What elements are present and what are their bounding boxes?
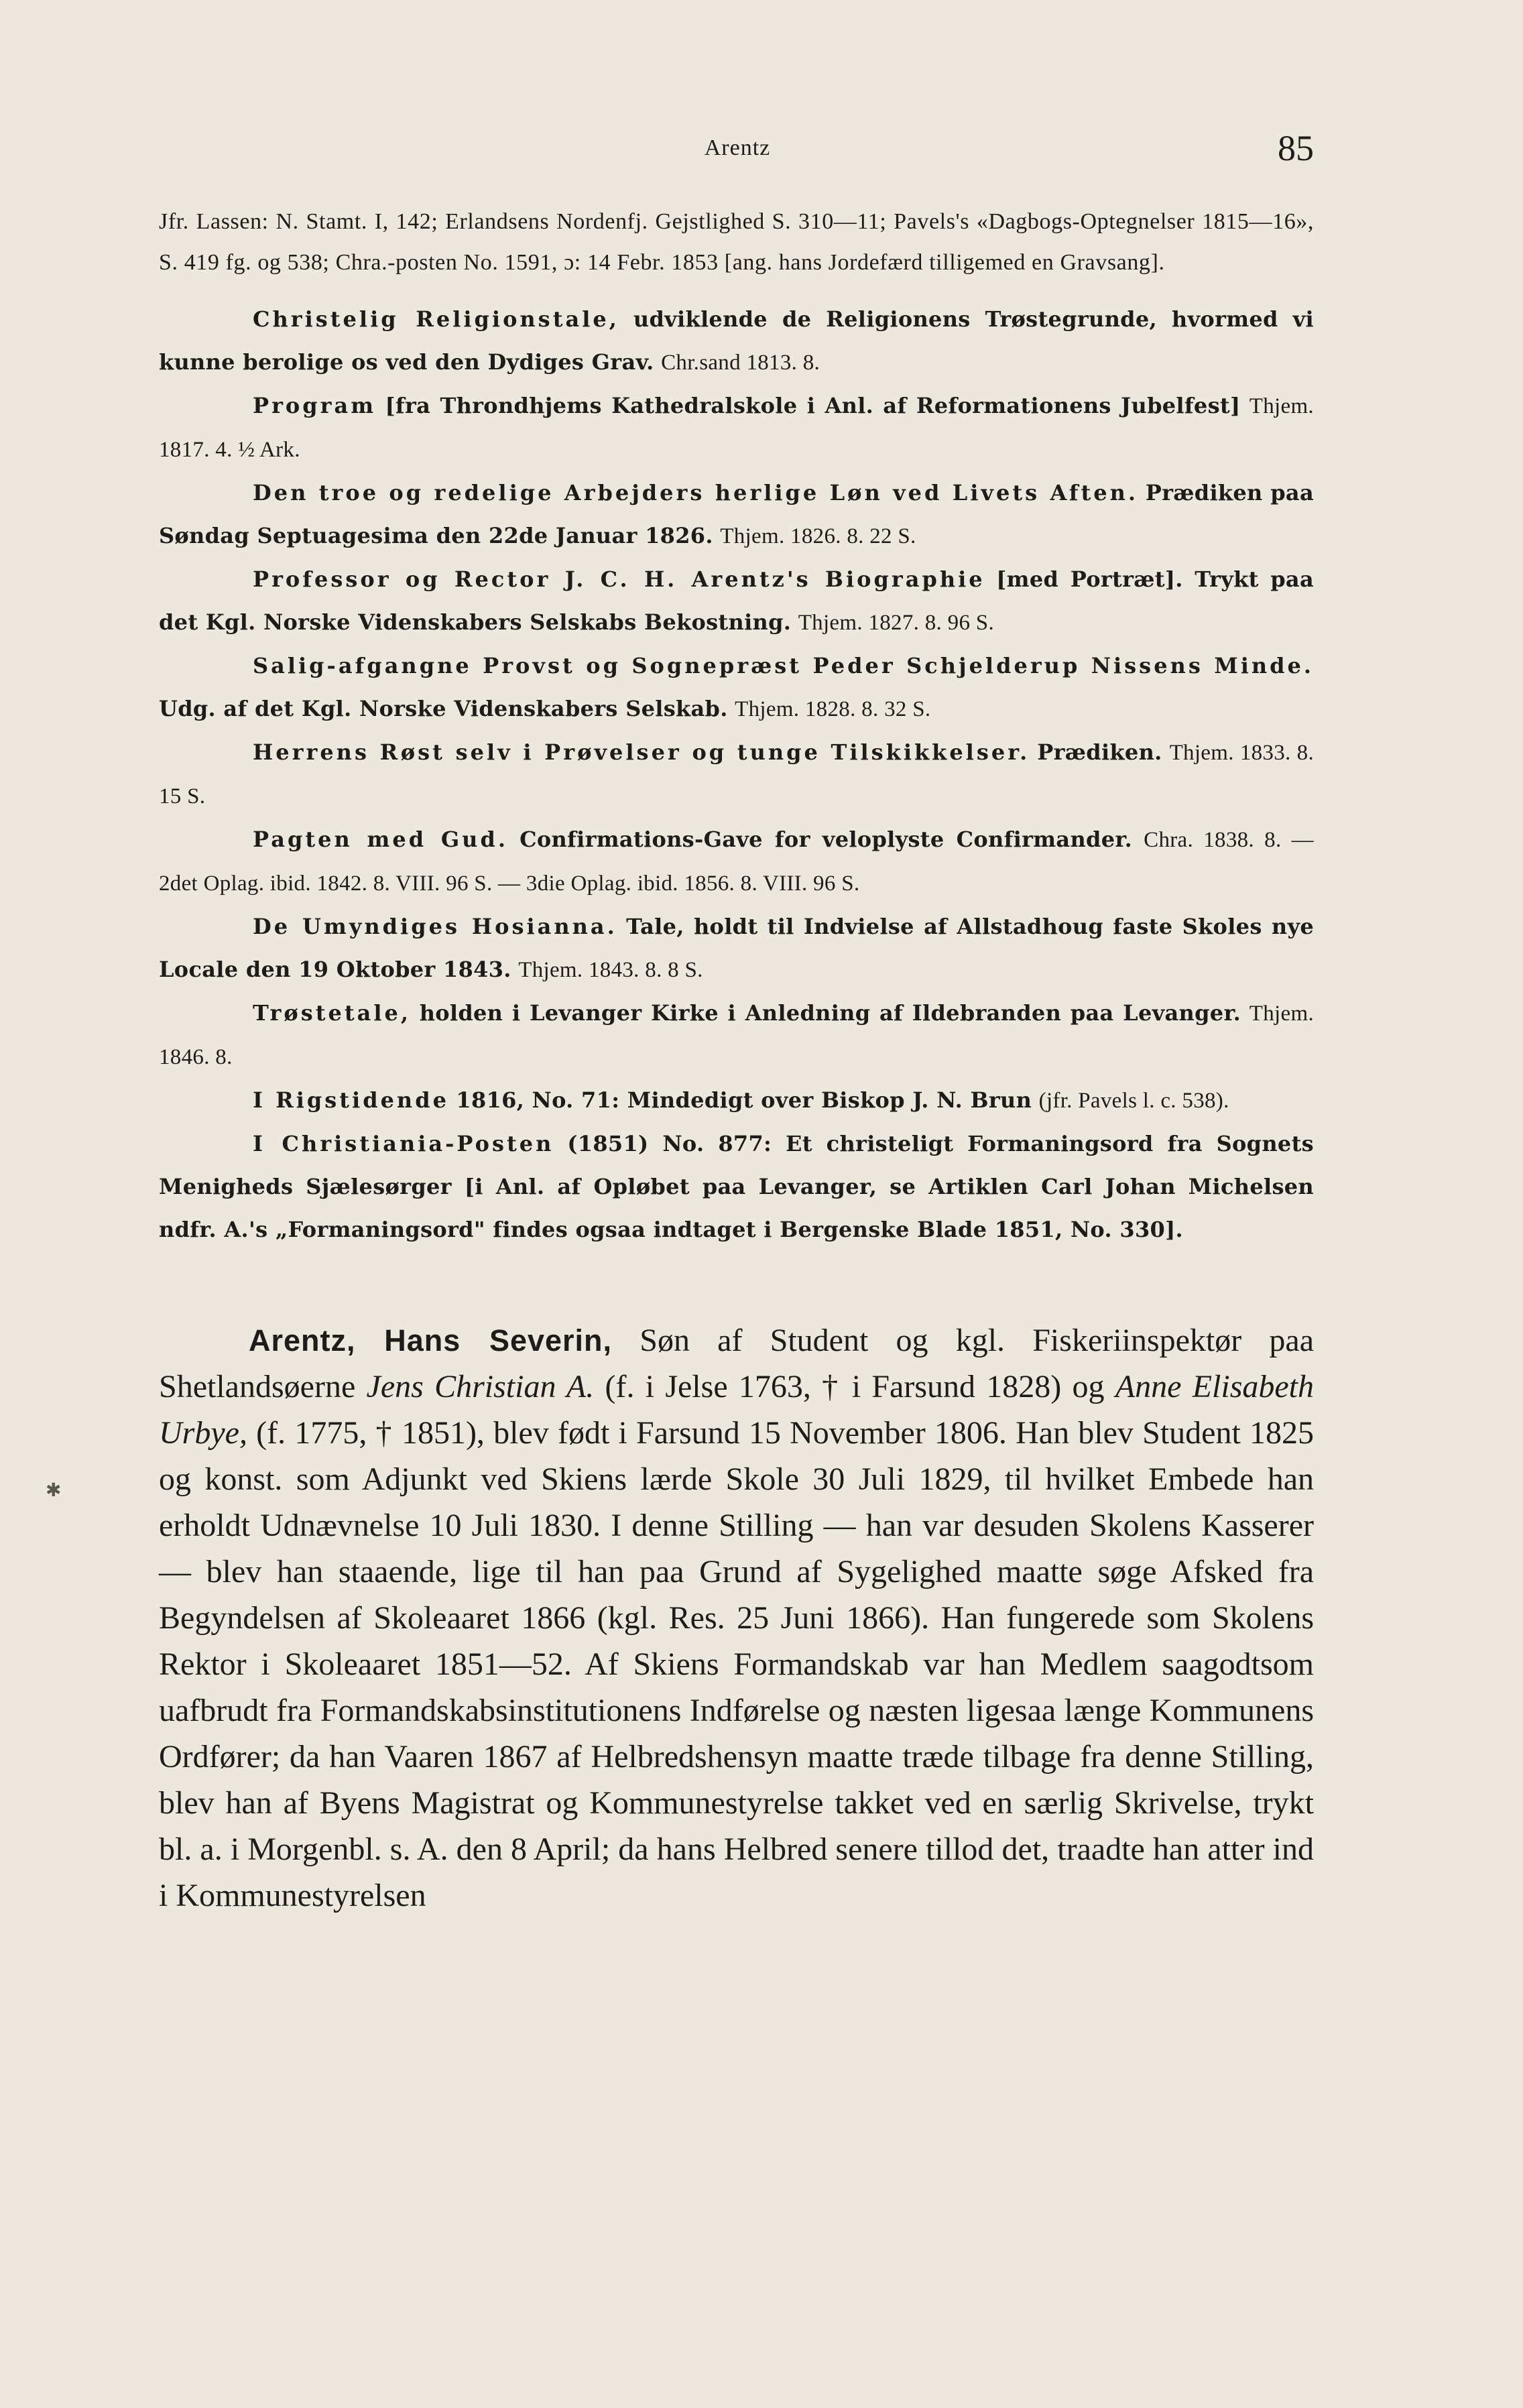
bibliography-entry: [159, 1122, 1314, 1252]
entry-title: Christelig Religionstale,: [253, 306, 619, 332]
entry-body: 1816, No. 71: Mindedigt over Biskop J. N. Brun: [456, 1087, 1032, 1113]
biography-text: (f. i Jelse 1763, † i Farsund 1828) og: [594, 1369, 1115, 1404]
bibliography-entry: [159, 644, 1314, 731]
bibliography-entry: [159, 471, 1314, 558]
bibliography-entry: [159, 298, 1314, 384]
entry-meta: Thjem. 1846. 8.: [159, 1002, 1314, 1069]
entry-body: holden i Levanger Kirke i Anledning af Ildebranden paa Levanger.: [419, 1000, 1241, 1026]
entry-body: [fra Throndhjems Kathedralskole i Anl. af Reformationens Jubelfest]: [385, 393, 1241, 418]
biography-entry: [159, 1317, 1314, 1919]
biography-text: Søn af Student og kgl. Fiskeriinspektør paa Shetlandsøerne: [159, 1323, 1315, 1404]
entry-meta: Thjem. 1817. 4. ½ Ark.: [159, 394, 1314, 462]
biography-name: Arentz, Hans Severin,: [249, 1323, 613, 1358]
bibliography-entry: [159, 384, 1314, 471]
entry-body: (1851) No. 877: Et christeligt Formaningsord fra Sognets Menigheds Sjælesørger [i Anl. af Opløbet paa Levanger, se Artiklen Carl Johan Michelsen ndfr. A.'s „Formaningsord" findes ogsaa indtaget i Bergenske Blade 1851, No. 330].: [159, 1131, 1314, 1242]
reference-note: Jfr. Lassen: N. Stamt. I, 142; Erlandsens Nordenfj. Gejstlighed S. 310—11; Pavels's «Dagbogs-Optegnelser 1815—16», S. 419 fg. og 538; Chra.-posten No. 1591, ɔ: 14 Febr. 1853 [ang. hans Jordefærd tilligemed en Gravsang].: [159, 209, 1314, 275]
entry-body: Confirmations-Gave for veloplyste Confirmander.: [520, 827, 1133, 852]
running-head: Arentz: [704, 135, 771, 160]
entry-title: Trøstetale,: [253, 1000, 412, 1026]
entry-meta: (jfr. Pavels l. c. 538).: [1038, 1089, 1229, 1113]
entry-body: Prædiken.: [1037, 739, 1162, 765]
entry-title: Salig-afgangne Provst og Sognepræst Peder Schjelderup Nissens Minde.: [253, 653, 1314, 678]
bibliography-list: [159, 298, 1314, 1252]
entry-body: Prædiken paa Søndag Septuagesima den 22de Januar 1826.: [159, 480, 1315, 548]
entry-body: [med Portræt]. Trykt paa det Kgl. Norske Videnskabers Selskabs Bekostning.: [159, 566, 1315, 635]
entry-meta: Chra. 1838. 8. — 2det Oplag. ibid. 1842. 8. VIII. 96 S. — 3die Oplag. ibid. 1856. 8. VIII. 96 S.: [159, 828, 1314, 896]
mother-name: Anne Elisabeth Urbye,: [159, 1369, 1315, 1451]
entry-body: Udg. af det Kgl. Norske Videnskabers Selskab.: [159, 696, 728, 721]
page-body: [159, 201, 1314, 1919]
entry-title: I Rigstidende: [253, 1087, 449, 1113]
entry-meta: Thjem. 1827. 8. 96 S.: [798, 611, 994, 635]
entry-meta: Thjem. 1828. 8. 32 S.: [735, 697, 931, 721]
biography-text: (f. 1775, † 1851), blev født i Farsund 15 November 1806. Han blev Student 1825 og konst. som Adjunkt ved Skiens lærde Skole 30 Juli 1829, til hvilket Embede han erholdt Udnævnelse 10 Juli 1830. I denne Stilling — han var desuden Skolens Kasserer — blev han staaende, lige til han paa Grund af Sygelighed maatte søge Afsked fra Begyndelsen af Skoleaaret 1866 (kgl. Res. 25 Juni 1866). Han fungerede som Skolens Rektor i Skoleaaret 1851—52. Af Skiens Formandskab var han Medlem saagodtsom uafbrudt fra Formandskabsinstitutionens Indførelse og næsten ligesaa længe Kommunens Ordfører; da han Vaaren 1867 af Helbredshensyn maatte træde tilbage fra denne Stilling, blev han af Byens Magistrat og Kommunestyrelse takket ved en særlig Skrivelse, trykt bl. a. i Morgenbl. s. A. den 8 April; da hans Helbred senere tillod det, traadte han atter ind i Kommunestyrelsen: [159, 1415, 1314, 1913]
bibliography-entry: [159, 1079, 1314, 1122]
entry-body: Tale, holdt til Indvielse af Allstadhoug faste Skoles nye Locale den 19 Oktober 1843.: [159, 914, 1314, 982]
bibliography-entry: [159, 558, 1314, 644]
entry-title: Den troe og redelige Arbejders herlige Løn ved Livets Aften.: [253, 480, 1139, 505]
entry-meta: Thjem. 1843. 8. 8 S.: [518, 958, 703, 982]
entry-title: Herrens Røst selv i Prøvelser og tunge Tilskikkelser.: [253, 739, 1030, 765]
page-header: [161, 128, 1314, 178]
entry-title: Professor og Rector J. C. H. Arentz's Biographie: [253, 566, 985, 592]
father-name: Jens Christian A.: [366, 1369, 595, 1404]
entry-meta: Chr.sand 1813. 8.: [661, 351, 820, 375]
margin-mark-icon: ✱: [46, 1479, 62, 1501]
entry-title: I Christiania-Posten: [253, 1131, 554, 1156]
entry-meta: Thjem. 1826. 8. 22 S.: [720, 524, 916, 548]
bibliography-entry: [159, 818, 1314, 905]
bibliography-entry: [159, 991, 1314, 1079]
entry-title: Pagten med Gud.: [253, 827, 508, 852]
bibliography-entry: [159, 905, 1314, 991]
entry-title: De Umyndiges Hosianna.: [253, 914, 617, 939]
entry-meta: Thjem. 1833. 8. 15 S.: [159, 741, 1314, 808]
page-number: 85: [1278, 128, 1314, 168]
entry-title: Program: [253, 393, 377, 418]
entry-body: udviklende de Religionens Trøstegrunde, hvormed vi kunne berolige os ved den Dydiges Grav.: [159, 306, 1315, 375]
bibliography-entry: [159, 731, 1314, 818]
